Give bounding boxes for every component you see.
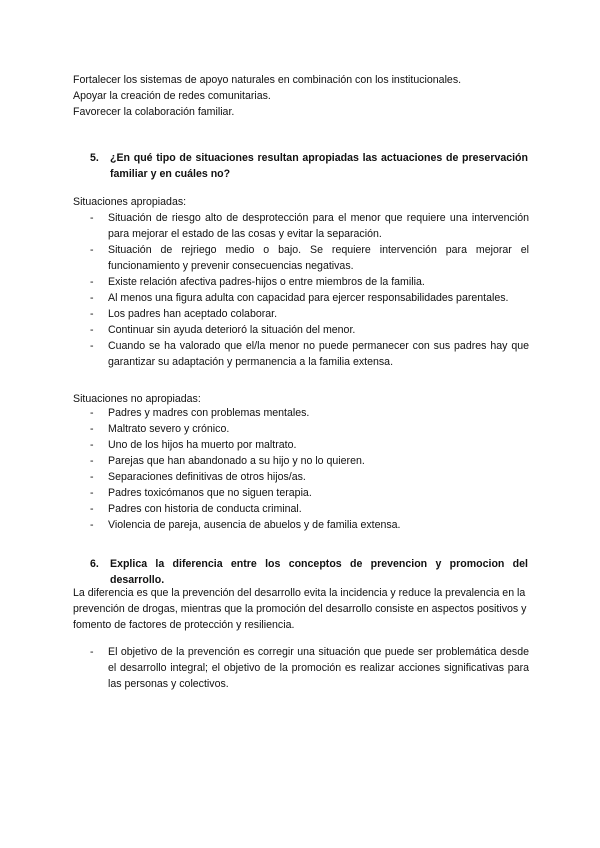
- question-6-number: 6.: [90, 558, 99, 570]
- not-appropriate-list: [73, 405, 529, 533]
- question-6-heading: [90, 556, 528, 588]
- answer-6-list: [73, 644, 529, 692]
- list-item: - Violencia de pareja, ausencia de abuelos y de familia extensa.: [73, 517, 529, 533]
- list-item: - Padres con historia de conducta criminal.: [73, 501, 529, 517]
- question-6-text: Explica la diferencia entre los conceptos de prevencion y promocion del desarrollo.: [110, 558, 528, 586]
- list-item: - Al menos una figura adulta con capacidad para ejercer responsabilidades parentales.: [73, 290, 529, 306]
- list-item: - Continuar sin ayuda deterioró la situación del menor.: [73, 322, 529, 338]
- question-5-heading: [90, 150, 528, 182]
- intro-line: Fortalecer los sistemas de apoyo naturales en combinación con los institucionales.: [73, 74, 462, 86]
- list-item: - Padres y madres con problemas mentales.: [73, 405, 529, 421]
- list-item: - Cuando se ha valorado que el/la menor no puede permanecer con sus padres hay que garantizar su adaptación y permanencia a la familia extensa.: [73, 338, 529, 370]
- intro-line: Apoyar la creación de redes comunitarias.: [73, 90, 271, 102]
- list-item: - Maltrato severo y crónico.: [73, 421, 529, 437]
- answer-6-paragraph: La diferencia es que la prevención del desarrollo evita la incidencia y reduce la prevalencia en la prevención de drogas, mientras que la promoción del desarrollo consiste en aspectos positivos y fomento de factores de protección y resiliencia.: [73, 587, 527, 631]
- question-5-text: ¿En qué tipo de situaciones resultan apropiadas las actuaciones de preservación familiar y en cuáles no?: [110, 152, 528, 180]
- list-item: - Uno de los hijos ha muerto por maltrato.: [73, 437, 529, 453]
- list-item: - Parejas que han abandonado a su hijo y no lo quieren.: [73, 453, 529, 469]
- not-appropriate-label: Situaciones no apropiadas:: [73, 393, 201, 405]
- list-item: - Situación de rejriego medio o bajo. Se requiere intervención para mejorar el funcionamiento y prevenir consecuencias negativas.: [73, 242, 529, 274]
- appropriate-list: [73, 210, 529, 370]
- list-item: - El objetivo de la prevención es corregir una situación que puede ser problemática desde el desarrollo integral; el objetivo de la promoción es realizar acciones significativas para las personas y colectivos.: [73, 644, 529, 692]
- list-item: - Padres toxicómanos que no siguen terapia.: [73, 485, 529, 501]
- list-item: - Situación de riesgo alto de desprotección para el menor que requiere una intervención para mejorar el estado de las cosas y evitar la separación.: [73, 210, 529, 242]
- list-item: - Existe relación afectiva padres-hijos o entre miembros de la familia.: [73, 274, 529, 290]
- intro-line: Favorecer la colaboración familiar.: [73, 106, 235, 118]
- intro-lines: [73, 72, 533, 120]
- question-5-number: 5.: [90, 152, 99, 164]
- list-item: - Separaciones definitivas de otros hijos/as.: [73, 469, 529, 485]
- list-item: - Los padres han aceptado colaborar.: [73, 306, 529, 322]
- appropriate-label: Situaciones apropiadas:: [73, 196, 187, 208]
